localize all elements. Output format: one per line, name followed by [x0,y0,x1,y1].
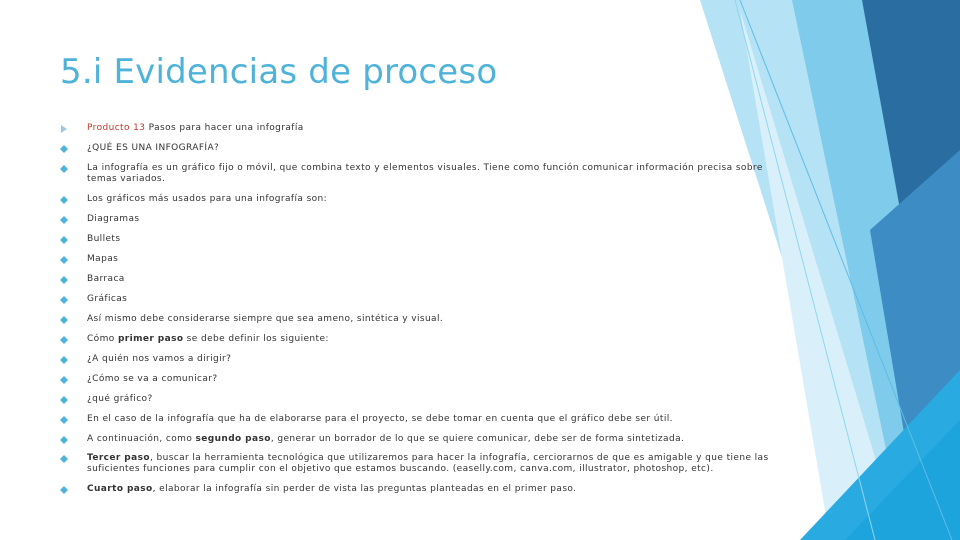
bullet-text: , elaborar la infografía sin perder de vista las preguntas planteadas en el primer paso. [152,484,577,494]
diamond-bullet-icon [60,145,68,153]
bullet-item [60,194,790,205]
bullet-item [60,143,790,154]
bullet-text: ¿Cómo se va a comunicar? [87,374,218,384]
diamond-bullet-icon [60,356,68,364]
bullet-item [60,314,790,325]
bullet-item [60,214,790,225]
diamond-bullet-icon [60,486,68,494]
bullet-item [60,234,790,245]
bullet-bold: Cuarto paso [87,484,153,494]
diamond-bullet-icon [60,196,68,204]
diamond-bullet-icon [60,316,68,324]
bullet-text: Cómo [87,334,118,344]
bullet-text: Bullets [87,234,121,244]
bullet-item [60,354,790,365]
bullet-item [60,434,790,445]
bullet-text: Barraca [87,274,125,284]
triangle-bullet-icon [60,125,68,133]
bullet-bold: segundo paso [195,434,271,444]
diamond-bullet-icon [60,336,68,344]
diamond-bullet-icon [60,165,68,173]
bullet-text: , generar un borrador de lo que se quiere comunicar, debe ser de forma sintetizada. [270,434,685,444]
diamond-bullet-icon [60,216,68,224]
bullet-text: Diagramas [87,214,140,224]
diamond-bullet-icon [60,396,68,404]
bullet-text: ¿QUÉ ES UNA INFOGRAFÍA? [87,143,220,153]
bullet-item [60,123,790,134]
bullet-item [60,484,790,495]
diamond-bullet-icon [60,256,68,264]
diamond-bullet-icon [60,455,68,463]
bullet-item [60,414,790,425]
diamond-bullet-icon [60,236,68,244]
bullet-item [60,374,790,385]
bullet-item [60,274,790,285]
bullet-highlight: Producto 13 [87,123,146,133]
diamond-bullet-icon [60,376,68,384]
bullet-item [60,294,790,305]
bullet-item [60,163,790,185]
bullet-list [60,123,790,495]
bullet-item [60,453,790,475]
bullet-text: En el caso de la infografía que ha de elaborarse para el proyecto, se debe tomar en cuenta que el gráfico debe ser útil. [87,414,673,424]
diamond-bullet-icon [60,276,68,284]
bullet-text: Gráficas [87,294,128,304]
diamond-bullet-icon [60,296,68,304]
slide-title: 5.i Evidencias de proceso [60,52,498,92]
diamond-bullet-icon [60,436,68,444]
bullet-text: Los gráficos más usados para una infografía son: [87,194,328,204]
bullet-text: ¿A quién nos vamos a dirigir? [87,354,232,364]
bullet-text: A continuación, como [87,434,196,444]
bullet-item [60,394,790,405]
bullet-text: se debe definir los siguiente: [183,334,329,344]
bullet-item [60,254,790,265]
bullet-text: , buscar la herramienta tecnológica que utilizaremos para hacer la infografía, cerciorarnos de que es amigable y que tiene las suficientes funciones para cumplir con el objetivo que estamos buscando. (easelly.com, canva.com, illustrator, photoshop, etc). [87,453,769,474]
bullet-text: La infografía es un gráfico fijo o móvil, que combina texto y elementos visuales. Tiene como función comunicar información precisa sobre temas variados. [87,163,763,184]
bullet-text: Así mismo debe considerarse siempre que sea ameno, sintética y visual. [87,314,444,324]
bullet-text: Mapas [87,254,119,264]
bullet-text: Pasos para hacer una infografía [145,123,304,133]
bullet-bold: Tercer paso [87,453,150,463]
bullet-item [60,334,790,345]
diamond-bullet-icon [60,416,68,424]
bullet-text: ¿qué gráfico? [87,394,153,404]
bullet-bold: primer paso [117,334,184,344]
